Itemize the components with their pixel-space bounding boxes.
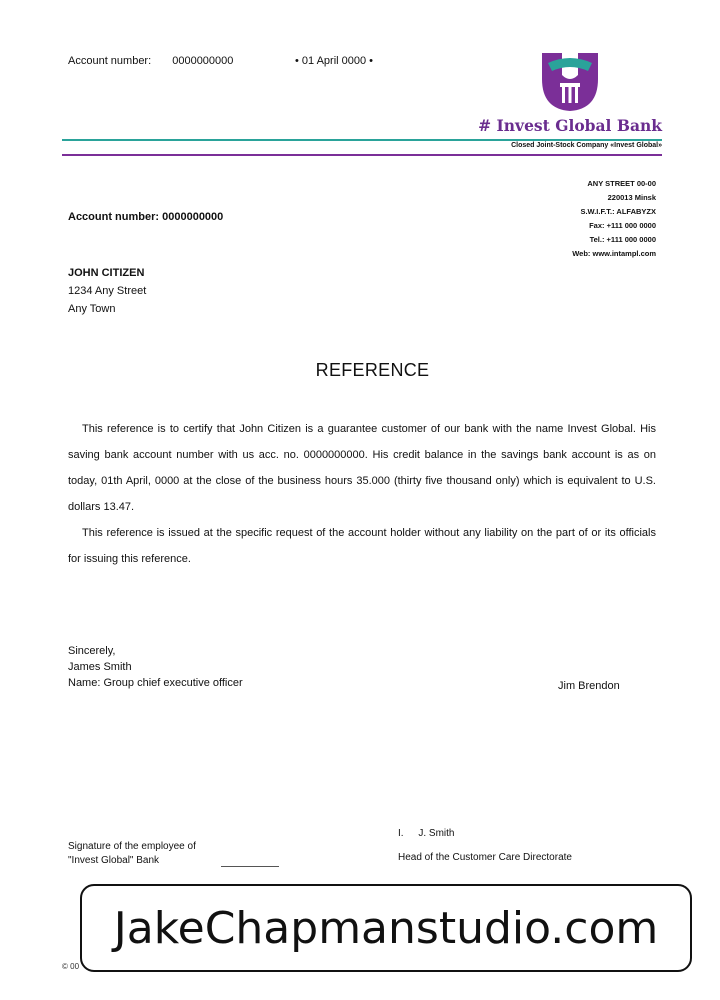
closing-name-line: Name: Group chief executive officer (68, 677, 243, 689)
closing-signer: James Smith (68, 661, 132, 673)
address-fax: Fax: +111 000 0000 (589, 221, 656, 230)
second-signer: Jim Brendon (558, 680, 620, 692)
header-date: • 01 April 0000 • (295, 55, 374, 67)
document-body (68, 416, 656, 572)
address-tel: Tel.: +111 000 0000 (589, 235, 656, 244)
document-title: REFERENCE (315, 360, 430, 380)
recipient-block (68, 264, 146, 318)
body-paragraph-2: This reference is issued at the specific request of the account holder without any liability on the part of or its officials for issuing this reference. (68, 527, 656, 565)
signature-roman: I. (398, 828, 404, 839)
recipient-name: JOHN CITIZEN (68, 267, 145, 279)
signature-line-2: "Invest Global" Bank (68, 855, 160, 866)
signature-line (221, 866, 279, 867)
bank-address (480, 177, 656, 261)
body-paragraph-1: This reference is to certify that John Citizen is a guarantee customer of our bank with the name Invest Global. His saving bank account number with us acc. no. 0000000000. His credit balance in the savings bank account is as on today, 01th April, 0000 at the close of the business hours 35.000 (thirty five thousand only) which is equivalent to U.S. dollars 13.47. (68, 423, 656, 513)
signature-initials: J. Smith (418, 828, 455, 839)
recipient-street: 1234 Any Street (68, 285, 147, 297)
header-account-value: 0000000000 (172, 55, 234, 67)
bank-name: # Invest Global Bank (478, 116, 662, 135)
address-swift: S.W.I.F.T.: ALFABYZX (580, 207, 656, 216)
header-divider-teal (62, 139, 662, 141)
directorate-title: Head of the Customer Care Directorate (398, 852, 572, 863)
closing-block (68, 643, 243, 691)
address-web: Web: www.intampl.com (572, 249, 656, 258)
header-divider-purple (62, 154, 662, 156)
recipient-town: Any Town (68, 303, 116, 315)
address-postcode: 220013 Minsk (607, 193, 656, 202)
watermark-banner: JakeChapmanstudio.com (80, 884, 692, 972)
address-street: ANY STREET 00-00 (587, 179, 656, 188)
directorate-block (398, 822, 572, 870)
footer-note: © 00 (62, 962, 80, 971)
bank-subtitle: Closed Joint-Stock Company «Invest Global» (511, 142, 662, 149)
account-number-line: Account number: 0000000000 (68, 211, 224, 223)
closing-sincerely: Sincerely, (68, 645, 116, 657)
bank-logo-icon (538, 49, 602, 113)
header-account-number (68, 55, 233, 67)
header-account-label: Account number: (68, 55, 152, 67)
signature-line-1: Signature of the employee of (68, 841, 196, 852)
employee-signature-label (68, 840, 196, 868)
